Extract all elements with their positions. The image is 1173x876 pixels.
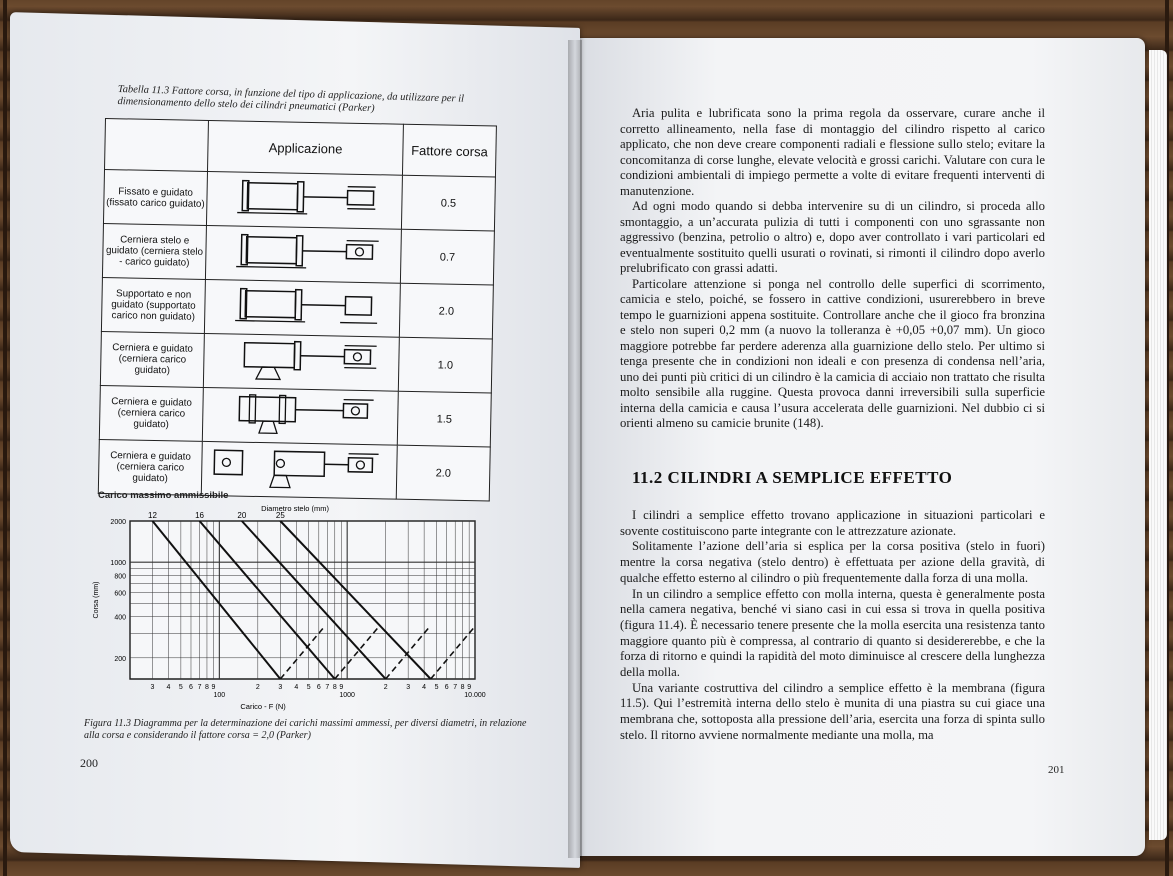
table-header-fattore: Fattore corsa xyxy=(403,124,497,177)
x-tick-label: 10.000 xyxy=(464,692,486,699)
x-tick-label: 9 xyxy=(211,684,216,691)
book-gutter xyxy=(568,40,582,858)
row-label: Cerniera e guidato (cerniera carico guidato) xyxy=(99,385,203,441)
y-axis-label: Corsa (mm) xyxy=(93,581,100,619)
cylinder-diagram-supported xyxy=(204,279,400,337)
table-row xyxy=(103,170,495,231)
table-row xyxy=(99,385,491,446)
page-edges xyxy=(1149,50,1167,840)
paragraph: Particolare attenzione si ponga nel controllo delle superfici di scorrimento, camicia e stelo, poiché, se fossero in cattive condizioni, usurerebbero in breve tempo le guarnizioni appena sostituite. Controllare anche che il gioco fra bronzina e stelo non superi 0,2 mm (a nuovo la tolleranza è +0,05 +0,07 mm). Un gioco maggiore potrebbe far perdere aderenza alla guarnizione dello stelo. Per ultimo si tenga presente che in condizioni non ideali e con presenza di condensa nell’aria, uno dei punti più critici di un cilindro è la camicia di acciaio non trattato che risulta molto sensibile alla ruggine. Questa provoca danni irreversibili sulla superficie interna della camicia e causa l’usura accelerata delle guarnizioni. Nel dubbio ci si orienti almeno su camicie brunite (148). xyxy=(620,276,1045,430)
paragraph: I cilindri a semplice effetto trovano applicazione in situazioni particolari e sovente costituiscono parte integrante con le attrezzature azionate. xyxy=(620,508,1045,538)
table-row xyxy=(101,277,493,338)
x-tick-label: 1000 xyxy=(339,692,355,699)
x-axis-label: Carico - F (N) xyxy=(240,702,286,711)
x-tick-label: 7 xyxy=(325,684,330,691)
paragraph: Aria pulita e lubrificata sono la prima regola da osservare, curare anche il corretto allineamento, nella fase di montaggio del cilindro rispetto al carico applicato, che non deve creare componenti radiali e flessione sullo stelo; evitare la concomitanza di corse lunghe, elevate velocità e grossi carichi. Valutare con cura le condizioni ambientali di impiego permette a volte di evitare frequenti interventi di manutenzione. xyxy=(620,106,1045,198)
table-caption: Tabella 11.3 Fattore corsa, in funzione del tipo di applicazione, da utilizzare per il dimensionamento dello stelo dei cilindri pneumatici (Parker) xyxy=(117,84,465,115)
x-tick-label: 8 xyxy=(332,684,337,691)
fattore-value: 0.5 xyxy=(402,175,496,231)
diameter-label: 16 xyxy=(195,511,204,520)
x-tick-label: 9 xyxy=(339,684,344,691)
y-tick-label: 1000 xyxy=(110,560,126,568)
table-header-applicazione: Applicazione xyxy=(208,120,404,175)
right-text-bottom xyxy=(620,508,1045,744)
x-tick-label: 3 xyxy=(278,684,283,691)
cylinder-diagram-double-hinged xyxy=(201,441,397,499)
figure-caption: Figura 11.3 Diagramma per la determinazione dei carichi massimi ammessi, per diversi diametri, in relazione alla corsa e considerando il fattore corsa = 2,0 (Parker) xyxy=(84,718,527,741)
fattore-value: 1.5 xyxy=(397,391,491,447)
x-tick-label: 2 xyxy=(383,684,388,691)
y-tick-label: 2000 xyxy=(110,519,126,526)
y-tick-label: 600 xyxy=(114,590,126,598)
diameter-label: 20 xyxy=(237,511,247,520)
table-header-row xyxy=(105,119,497,177)
fattore-value: 0.7 xyxy=(400,229,494,285)
cylinder-diagram-hinged-guided xyxy=(203,333,399,391)
paragraph: Una variante costruttiva del cilindro a semplice effetto è la membrana (figura 11.5). Qui l’estremità interna dello stelo è munita di una piastra su cui giace una membrana che, sottoposta alla pressione dell’aria, esercita una forza di spinta sullo stelo. Il ritorno avviene normalmente mediante una molla, ma xyxy=(620,680,1045,742)
y-tick-label: 400 xyxy=(114,614,126,622)
cylinder-diagram-center-hinged xyxy=(202,387,398,445)
table-row xyxy=(100,331,492,392)
x-tick-label: 100 xyxy=(213,692,226,699)
paragraph: Ad ogni modo quando si debba intervenire su di un cilindro, si proceda allo smontaggio, a un’accurata pulizia di tutti i componenti con uno sgrassante non aggressivo (benzina, petrolio o altro) e, dopo aver controllato i vari particolari ed eventualmente sostituito quelli usurati o rovinati, si rimonti il cilindro dopo averlo prelubrificato con grassi adatti. xyxy=(620,199,1045,275)
row-label: Cerniera e guidato (cerniera carico guidato) xyxy=(98,439,202,495)
x-tick-label: 6 xyxy=(444,684,449,691)
section-heading: 11.2 CILINDRI A SEMPLICE EFFETTO xyxy=(632,468,953,487)
fattore-value: 2.0 xyxy=(396,445,490,501)
x-tick-label: 7 xyxy=(453,684,458,691)
x-tick-label: 8 xyxy=(205,684,209,691)
x-tick-label: 4 xyxy=(422,684,427,691)
x-tick-label: 3 xyxy=(406,684,411,691)
row-label: Supportato e non guidato (supportato carico non guidato) xyxy=(101,277,205,333)
y-tick-label: 800 xyxy=(114,573,126,581)
x-tick-label: 5 xyxy=(178,684,183,691)
fattore-value: 2.0 xyxy=(399,283,493,339)
paragraph: In un cilindro a semplice effetto con molla interna, questa è generalmente posta nella camera negativa, benché vi siano casi in cui essa si trova in quella positiva (figura 11.4). È necessario tenere presente che la molla esercita una resistenza tanto maggiore quanto più è compressa, al contrario di quanto si desidererebbe, e che la forza di ritorno e quindi la rapidità del moto diminuisce al crescere della lunghezza della molla. xyxy=(620,586,1045,680)
x-tick-label: 2 xyxy=(255,684,260,691)
x-tick-label: 8 xyxy=(460,684,465,691)
load-chart xyxy=(88,503,488,721)
cylinder-diagram-fixed-guided xyxy=(207,171,403,229)
diameter-label: 12 xyxy=(148,511,157,520)
fattore-corsa-table xyxy=(98,118,497,501)
row-label: Cerniera stelo e guidato (cerniera stelo - carico guidato) xyxy=(102,223,206,279)
x-tick-label: 4 xyxy=(294,684,299,691)
row-label: Cerniera e guidato (cerniera carico guidato) xyxy=(100,331,204,387)
fattore-value: 1.0 xyxy=(398,337,492,393)
table-header-empty xyxy=(105,119,209,172)
cylinder-diagram-hinged-rod xyxy=(206,225,402,283)
top-axis-label: Diametro stelo (mm) xyxy=(261,504,330,513)
x-tick-label: 7 xyxy=(197,684,202,691)
x-tick-label: 6 xyxy=(316,684,321,691)
table-row xyxy=(102,223,494,284)
x-tick-label: 9 xyxy=(467,684,472,691)
diameter-label: 25 xyxy=(275,511,285,520)
right-text-top xyxy=(620,106,1045,432)
page-number-right: 201 xyxy=(1048,764,1065,776)
row-label: Fissato e guidato (fissato carico guidato) xyxy=(103,170,207,226)
page-number-left: 200 xyxy=(80,756,98,770)
x-tick-label: 3 xyxy=(150,684,155,691)
x-tick-label: 5 xyxy=(434,684,439,691)
y-tick-label: 200 xyxy=(114,655,126,663)
paragraph: Solitamente l’azione dell’aria si esplica per la corsa positiva (stelo in fuori) mentre la corsa negativa (stelo dentro) è effettuata per azione della gravità, di qualche effetto esterno al cilindro o più frequentemente dalla forza di una molla. xyxy=(620,539,1045,585)
chart-heading: Carico massimo ammissibile xyxy=(98,490,229,501)
x-tick-label: 5 xyxy=(306,684,311,691)
x-tick-label: 6 xyxy=(189,684,193,691)
x-tick-label: 4 xyxy=(166,684,171,691)
